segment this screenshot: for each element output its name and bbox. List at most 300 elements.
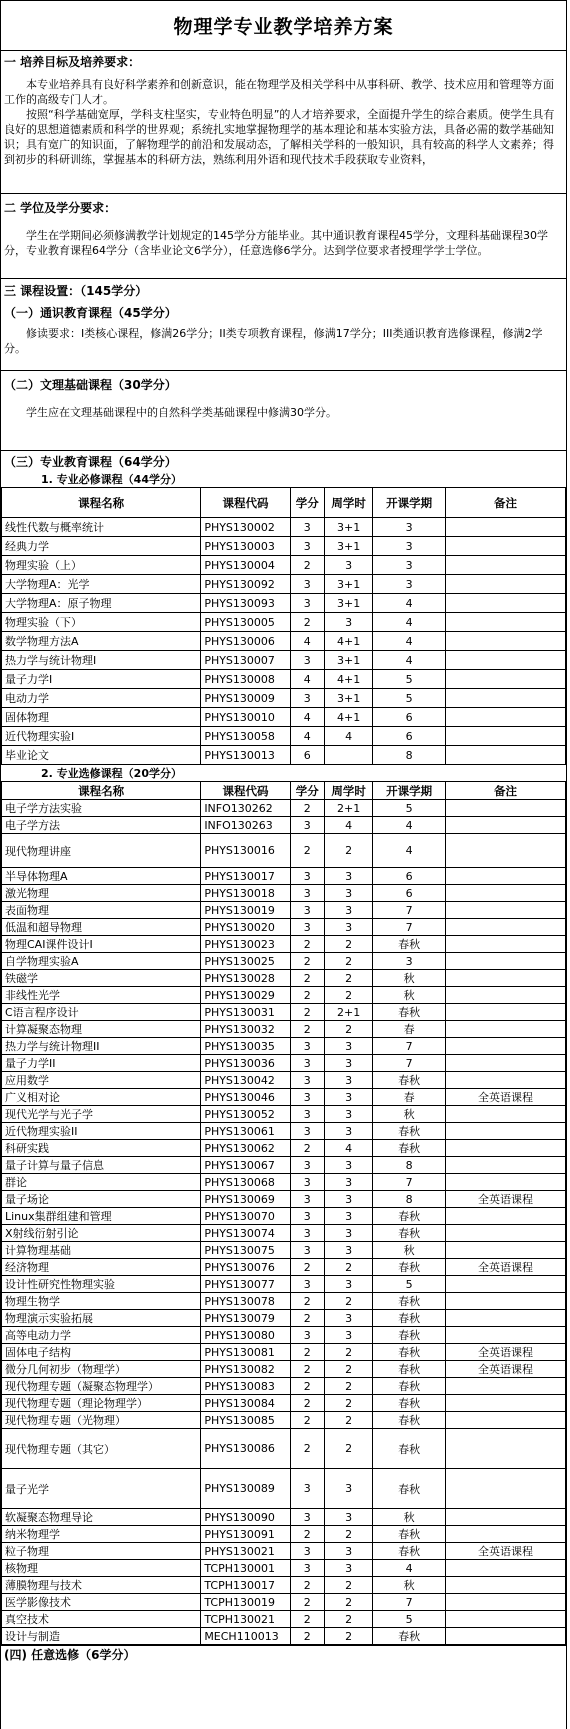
credits-cell: 4 bbox=[290, 708, 324, 727]
required-courses-table bbox=[1, 487, 566, 765]
remarks-cell: 全英语课程 bbox=[445, 1191, 565, 1208]
table-row bbox=[2, 518, 566, 537]
course-name-cell: 经济物理 bbox=[2, 1259, 201, 1276]
weekly-hours-cell: 3 bbox=[324, 885, 373, 902]
weekly-hours-cell: 2 bbox=[324, 834, 373, 868]
course-name-cell: 纳米物理学 bbox=[2, 1526, 201, 1543]
table-row bbox=[2, 1055, 566, 1072]
semester-cell: 春秋 bbox=[373, 1344, 445, 1361]
remarks-cell bbox=[445, 1378, 565, 1395]
course-code-cell: PHYS130007 bbox=[201, 651, 290, 670]
header-semester: 开课学期 bbox=[373, 782, 445, 800]
credits-cell: 2 bbox=[290, 970, 324, 987]
weekly-hours-cell: 3 bbox=[324, 1242, 373, 1259]
credits-cell: 2 bbox=[290, 987, 324, 1004]
required-courses-heading: 1. 专业必修课程（44学分） bbox=[41, 473, 182, 486]
semester-cell: 春秋 bbox=[373, 1412, 445, 1429]
remarks-cell bbox=[445, 1157, 565, 1174]
course-name-cell: 热力学与统计物理II bbox=[2, 1038, 201, 1055]
degree-paragraph: 学生在学期间必须修满教学计划规定的145学分方能毕业。其中通识教育课程45学分，文理科基础课程30学分，专业教育课程64学分（含毕业论文6学分），任意选修6学分。达到学位要求者授理学学士学位。 bbox=[4, 229, 548, 257]
course-name-cell: 现代物理专题（光物理） bbox=[2, 1412, 201, 1429]
course-code-cell: PHYS130062 bbox=[201, 1140, 290, 1157]
course-code-cell: PHYS130002 bbox=[201, 518, 290, 537]
foundation-requirement: 学生应在文理基础课程中的自然科学类基础课程中修满30学分。 bbox=[26, 406, 337, 419]
semester-cell: 春秋 bbox=[373, 1327, 445, 1344]
course-code-cell: PHYS130069 bbox=[201, 1191, 290, 1208]
section-heading-goals: 一 培养目标及培养要求： bbox=[1, 50, 566, 71]
remarks-cell bbox=[445, 987, 565, 1004]
course-name-cell: 现代物理讲座 bbox=[2, 834, 201, 868]
weekly-hours-cell: 2 bbox=[324, 1361, 373, 1378]
semester-cell: 5 bbox=[373, 670, 445, 689]
course-code-cell: PHYS130083 bbox=[201, 1378, 290, 1395]
semester-cell: 4 bbox=[373, 632, 445, 651]
table-row bbox=[2, 1469, 566, 1509]
semester-cell: 7 bbox=[373, 1055, 445, 1072]
remarks-cell bbox=[445, 953, 565, 970]
course-code-cell: PHYS130082 bbox=[201, 1361, 290, 1378]
remarks-cell bbox=[445, 1429, 565, 1469]
weekly-hours-cell: 3 bbox=[324, 1469, 373, 1509]
semester-cell: 8 bbox=[373, 1191, 445, 1208]
credits-cell: 3 bbox=[290, 1089, 324, 1106]
credits-cell: 2 bbox=[290, 1429, 324, 1469]
remarks-cell bbox=[445, 919, 565, 936]
free-elective-heading: (四) 任意选修（6学分） bbox=[1, 1645, 566, 1662]
course-code-cell: PHYS130019 bbox=[201, 902, 290, 919]
credits-cell: 3 bbox=[290, 689, 324, 708]
table-row bbox=[2, 1089, 566, 1106]
weekly-hours-cell: 3+1 bbox=[324, 594, 373, 613]
table-row bbox=[2, 868, 566, 885]
semester-cell: 春秋 bbox=[373, 1140, 445, 1157]
weekly-hours-cell: 2 bbox=[324, 1293, 373, 1310]
semester-cell: 3 bbox=[373, 556, 445, 575]
semester-cell: 秋 bbox=[373, 1509, 445, 1526]
remarks-cell bbox=[445, 1577, 565, 1594]
remarks-cell: 全英语课程 bbox=[445, 1259, 565, 1276]
course-code-cell: PHYS130089 bbox=[201, 1469, 290, 1509]
credits-cell: 2 bbox=[290, 1526, 324, 1543]
course-code-cell: PHYS130091 bbox=[201, 1526, 290, 1543]
course-code-cell: PHYS130021 bbox=[201, 1543, 290, 1560]
weekly-hours-cell: 3 bbox=[324, 1543, 373, 1560]
course-code-cell: MECH110013 bbox=[201, 1628, 290, 1645]
semester-cell: 4 bbox=[373, 651, 445, 670]
credits-cell: 3 bbox=[290, 1543, 324, 1560]
table-row bbox=[2, 1038, 566, 1055]
table-row bbox=[2, 1004, 566, 1021]
course-code-cell: PHYS130085 bbox=[201, 1412, 290, 1429]
remarks-cell bbox=[445, 556, 565, 575]
table-header-row bbox=[2, 782, 566, 800]
credits-cell: 3 bbox=[290, 885, 324, 902]
weekly-hours-cell: 3 bbox=[324, 1123, 373, 1140]
semester-cell: 春秋 bbox=[373, 1259, 445, 1276]
remarks-cell bbox=[445, 1628, 565, 1645]
credits-cell: 2 bbox=[290, 800, 324, 817]
weekly-hours-cell: 3 bbox=[324, 1055, 373, 1072]
table-row bbox=[2, 1543, 566, 1560]
table-row bbox=[2, 575, 566, 594]
table-row bbox=[2, 1344, 566, 1361]
table-row bbox=[2, 1412, 566, 1429]
semester-cell: 春秋 bbox=[373, 1072, 445, 1089]
weekly-hours-cell: 3+1 bbox=[324, 651, 373, 670]
course-code-cell: PHYS130005 bbox=[201, 613, 290, 632]
weekly-hours-cell: 3 bbox=[324, 1157, 373, 1174]
table-row bbox=[2, 613, 566, 632]
credits-cell: 3 bbox=[290, 1123, 324, 1140]
table-header-row bbox=[2, 488, 566, 518]
table-row bbox=[2, 708, 566, 727]
credits-cell: 3 bbox=[290, 1072, 324, 1089]
course-code-cell: TCPH130019 bbox=[201, 1594, 290, 1611]
semester-cell: 6 bbox=[373, 868, 445, 885]
semester-cell: 春秋 bbox=[373, 1526, 445, 1543]
table-row bbox=[2, 1157, 566, 1174]
semester-cell: 5 bbox=[373, 800, 445, 817]
remarks-cell bbox=[445, 1310, 565, 1327]
course-name-cell: 计算凝聚态物理 bbox=[2, 1021, 201, 1038]
course-code-cell: PHYS130086 bbox=[201, 1429, 290, 1469]
header-weekly-hours: 周学时 bbox=[324, 782, 373, 800]
semester-cell: 春秋 bbox=[373, 1123, 445, 1140]
remarks-cell bbox=[445, 817, 565, 834]
course-code-cell: PHYS130028 bbox=[201, 970, 290, 987]
course-name-cell: 设计与制造 bbox=[2, 1628, 201, 1645]
credits-cell: 3 bbox=[290, 1191, 324, 1208]
weekly-hours-cell: 3 bbox=[324, 1208, 373, 1225]
course-name-cell: 现代物理专题（凝聚态物理学） bbox=[2, 1378, 201, 1395]
course-name-cell: 半导体物理A bbox=[2, 868, 201, 885]
table-row bbox=[2, 817, 566, 834]
course-name-cell: 物理CAI课件设计I bbox=[2, 936, 201, 953]
course-code-cell: TCPH130017 bbox=[201, 1577, 290, 1594]
remarks-cell bbox=[445, 1038, 565, 1055]
weekly-hours-cell: 4 bbox=[324, 727, 373, 746]
table-row bbox=[2, 1123, 566, 1140]
semester-cell: 6 bbox=[373, 708, 445, 727]
course-name-cell: 广义相对论 bbox=[2, 1089, 201, 1106]
table-row bbox=[2, 1611, 566, 1628]
semester-cell: 4 bbox=[373, 817, 445, 834]
course-name-cell: 计算物理基础 bbox=[2, 1242, 201, 1259]
credits-cell: 2 bbox=[290, 834, 324, 868]
course-code-cell: PHYS130017 bbox=[201, 868, 290, 885]
course-code-cell: PHYS130023 bbox=[201, 936, 290, 953]
weekly-hours-cell: 3 bbox=[324, 1174, 373, 1191]
course-code-cell: PHYS130035 bbox=[201, 1038, 290, 1055]
course-name-cell: 低温和超导物理 bbox=[2, 919, 201, 936]
remarks-cell bbox=[445, 902, 565, 919]
weekly-hours-cell: 4+1 bbox=[324, 632, 373, 651]
course-code-cell: PHYS130058 bbox=[201, 727, 290, 746]
weekly-hours-cell: 2+1 bbox=[324, 800, 373, 817]
credits-cell: 3 bbox=[290, 1276, 324, 1293]
credits-cell: 3 bbox=[290, 1509, 324, 1526]
credits-cell: 3 bbox=[290, 518, 324, 537]
semester-cell: 5 bbox=[373, 689, 445, 708]
table-row bbox=[2, 1208, 566, 1225]
goals-paragraph-1: 本专业培养具有良好科学素养和创新意识，能在物理学及相关学科中从事科研、教学、技术应用和管理等方面工作的高级专门人才。 bbox=[4, 78, 554, 106]
major-heading: （三）专业教育课程（64学分） bbox=[1, 450, 566, 471]
remarks-cell bbox=[445, 689, 565, 708]
section-heading-courses: 三 课程设置：（145学分） bbox=[1, 278, 566, 302]
remarks-cell: 全英语课程 bbox=[445, 1543, 565, 1560]
weekly-hours-cell: 2 bbox=[324, 1628, 373, 1645]
foundation-heading: （二）文理基础课程（30学分） bbox=[1, 370, 566, 397]
course-name-cell: 现代物理专题（其它） bbox=[2, 1429, 201, 1469]
remarks-cell bbox=[445, 518, 565, 537]
course-code-cell: PHYS130076 bbox=[201, 1259, 290, 1276]
general-education-text bbox=[1, 322, 566, 370]
remarks-cell: 全英语课程 bbox=[445, 1344, 565, 1361]
semester-cell: 春秋 bbox=[373, 1361, 445, 1378]
table-row bbox=[2, 1594, 566, 1611]
weekly-hours-cell: 2 bbox=[324, 1577, 373, 1594]
semester-cell: 春 bbox=[373, 1021, 445, 1038]
course-name-cell: 大学物理A：原子物理 bbox=[2, 594, 201, 613]
header-course-name: 课程名称 bbox=[2, 488, 201, 518]
table-row bbox=[2, 1242, 566, 1259]
weekly-hours-cell: 3 bbox=[324, 1327, 373, 1344]
course-name-cell: 量子计算与量子信息 bbox=[2, 1157, 201, 1174]
weekly-hours-cell: 3 bbox=[324, 919, 373, 936]
table-row bbox=[2, 537, 566, 556]
remarks-cell: 全英语课程 bbox=[445, 1361, 565, 1378]
course-name-cell: 毕业论文 bbox=[2, 746, 201, 765]
table-row bbox=[2, 1395, 566, 1412]
semester-cell: 春秋 bbox=[373, 1469, 445, 1509]
header-credits: 学分 bbox=[290, 488, 324, 518]
semester-cell: 春秋 bbox=[373, 1628, 445, 1645]
course-name-cell: 近代物理实验I bbox=[2, 727, 201, 746]
course-code-cell: PHYS130010 bbox=[201, 708, 290, 727]
course-name-cell: 粒子物理 bbox=[2, 1543, 201, 1560]
header-credits: 学分 bbox=[290, 782, 324, 800]
page-title: 物理学专业教学培养方案 bbox=[1, 0, 566, 50]
remarks-cell bbox=[445, 1509, 565, 1526]
table-row bbox=[2, 919, 566, 936]
table-row bbox=[2, 1560, 566, 1577]
credits-cell: 3 bbox=[290, 594, 324, 613]
weekly-hours-cell: 4 bbox=[324, 817, 373, 834]
section-heading-degree: 二 学位及学分要求： bbox=[1, 193, 566, 220]
remarks-cell bbox=[445, 594, 565, 613]
weekly-hours-cell: 2 bbox=[324, 1259, 373, 1276]
table-row bbox=[2, 1577, 566, 1594]
weekly-hours-cell bbox=[324, 746, 373, 765]
credits-cell: 2 bbox=[290, 1344, 324, 1361]
course-code-cell: PHYS130008 bbox=[201, 670, 290, 689]
course-name-cell: 核物理 bbox=[2, 1560, 201, 1577]
weekly-hours-cell: 3 bbox=[324, 1310, 373, 1327]
table-row bbox=[2, 1310, 566, 1327]
remarks-cell bbox=[445, 1395, 565, 1412]
weekly-hours-cell: 3+1 bbox=[324, 575, 373, 594]
table-row bbox=[2, 1361, 566, 1378]
course-name-cell: 现代光学与光子学 bbox=[2, 1106, 201, 1123]
course-code-cell: PHYS130081 bbox=[201, 1344, 290, 1361]
table-row bbox=[2, 1140, 566, 1157]
weekly-hours-cell: 3 bbox=[324, 1089, 373, 1106]
semester-cell: 4 bbox=[373, 613, 445, 632]
course-name-cell: 电动力学 bbox=[2, 689, 201, 708]
semester-cell: 4 bbox=[373, 1560, 445, 1577]
course-name-cell: 量子场论 bbox=[2, 1191, 201, 1208]
credits-cell: 2 bbox=[290, 1310, 324, 1327]
credits-cell: 4 bbox=[290, 632, 324, 651]
semester-cell: 7 bbox=[373, 919, 445, 936]
weekly-hours-cell: 3 bbox=[324, 556, 373, 575]
credits-cell: 2 bbox=[290, 953, 324, 970]
table-row bbox=[2, 987, 566, 1004]
remarks-cell bbox=[445, 885, 565, 902]
header-remarks: 备注 bbox=[445, 488, 565, 518]
remarks-cell bbox=[445, 1055, 565, 1072]
credits-cell: 3 bbox=[290, 651, 324, 670]
table-row bbox=[2, 936, 566, 953]
weekly-hours-cell: 3 bbox=[324, 1191, 373, 1208]
semester-cell: 3 bbox=[373, 537, 445, 556]
table-row bbox=[2, 1021, 566, 1038]
semester-cell: 7 bbox=[373, 1038, 445, 1055]
elective-courses-table bbox=[1, 781, 566, 1645]
course-code-cell: PHYS130075 bbox=[201, 1242, 290, 1259]
elective-courses-heading: 2. 专业选修课程（20学分） bbox=[41, 767, 182, 780]
credits-cell: 3 bbox=[290, 1174, 324, 1191]
credits-cell: 3 bbox=[290, 1038, 324, 1055]
weekly-hours-cell: 3 bbox=[324, 1225, 373, 1242]
credits-cell: 3 bbox=[290, 1055, 324, 1072]
credits-cell: 2 bbox=[290, 1361, 324, 1378]
credits-cell: 3 bbox=[290, 1242, 324, 1259]
course-name-cell: 物理实验（下） bbox=[2, 613, 201, 632]
weekly-hours-cell: 2 bbox=[324, 1395, 373, 1412]
weekly-hours-cell: 2 bbox=[324, 1412, 373, 1429]
table-row bbox=[2, 885, 566, 902]
remarks-cell bbox=[445, 613, 565, 632]
semester-cell: 春秋 bbox=[373, 1225, 445, 1242]
credits-cell: 2 bbox=[290, 1395, 324, 1412]
remarks-cell bbox=[445, 1021, 565, 1038]
course-name-cell: C语言程序设计 bbox=[2, 1004, 201, 1021]
course-name-cell: 物理实验（上） bbox=[2, 556, 201, 575]
semester-cell: 秋 bbox=[373, 1106, 445, 1123]
course-code-cell: TCPH130001 bbox=[201, 1560, 290, 1577]
course-name-cell: 微分几何初步（物理学） bbox=[2, 1361, 201, 1378]
course-name-cell: 群论 bbox=[2, 1174, 201, 1191]
course-name-cell: Linux集群组建和管理 bbox=[2, 1208, 201, 1225]
weekly-hours-cell: 2 bbox=[324, 1526, 373, 1543]
course-name-cell: 量子力学II bbox=[2, 1055, 201, 1072]
credits-cell: 3 bbox=[290, 868, 324, 885]
table-row bbox=[2, 594, 566, 613]
course-name-cell: 固体电子结构 bbox=[2, 1344, 201, 1361]
course-code-cell: PHYS130042 bbox=[201, 1072, 290, 1089]
semester-cell: 6 bbox=[373, 727, 445, 746]
remarks-cell bbox=[445, 670, 565, 689]
weekly-hours-cell: 3 bbox=[324, 1072, 373, 1089]
remarks-cell bbox=[445, 575, 565, 594]
course-name-cell: 表面物理 bbox=[2, 902, 201, 919]
course-code-cell: PHYS130090 bbox=[201, 1509, 290, 1526]
course-name-cell: 固体物理 bbox=[2, 708, 201, 727]
general-education-heading: （一）通识教育课程（45学分） bbox=[4, 305, 177, 320]
table-row bbox=[2, 1509, 566, 1526]
semester-cell: 秋 bbox=[373, 1242, 445, 1259]
course-code-cell: PHYS130006 bbox=[201, 632, 290, 651]
weekly-hours-cell: 2 bbox=[324, 936, 373, 953]
credits-cell: 3 bbox=[290, 575, 324, 594]
table-row bbox=[2, 1259, 566, 1276]
header-course-name: 课程名称 bbox=[2, 782, 201, 800]
course-name-cell: 近代物理实验II bbox=[2, 1123, 201, 1140]
credits-cell: 3 bbox=[290, 1560, 324, 1577]
credits-cell: 3 bbox=[290, 1208, 324, 1225]
weekly-hours-cell: 3 bbox=[324, 1106, 373, 1123]
course-code-cell: PHYS130093 bbox=[201, 594, 290, 613]
semester-cell: 4 bbox=[373, 594, 445, 613]
table-row bbox=[2, 670, 566, 689]
remarks-cell bbox=[445, 1242, 565, 1259]
table-row bbox=[2, 689, 566, 708]
weekly-hours-cell: 3+1 bbox=[324, 518, 373, 537]
semester-cell: 春 bbox=[373, 1089, 445, 1106]
semester-cell: 8 bbox=[373, 1157, 445, 1174]
table-row bbox=[2, 953, 566, 970]
remarks-cell bbox=[445, 936, 565, 953]
semester-cell: 春秋 bbox=[373, 1208, 445, 1225]
table-row bbox=[2, 970, 566, 987]
course-name-cell: X射线衍射引论 bbox=[2, 1225, 201, 1242]
general-education-requirement: 修读要求：I类核心课程，修满26学分；II类专项教育课程，修满17学分；III类通识教育选修课程，修满2学分。 bbox=[4, 327, 543, 355]
course-code-cell: PHYS130046 bbox=[201, 1089, 290, 1106]
weekly-hours-cell: 4+1 bbox=[324, 708, 373, 727]
remarks-cell bbox=[445, 708, 565, 727]
table-row bbox=[2, 727, 566, 746]
table-row bbox=[2, 1429, 566, 1469]
semester-cell: 5 bbox=[373, 1276, 445, 1293]
course-name-cell: 真空技术 bbox=[2, 1611, 201, 1628]
header-weekly-hours: 周学时 bbox=[324, 488, 373, 518]
semester-cell: 7 bbox=[373, 1174, 445, 1191]
course-name-cell: 电子学方法 bbox=[2, 817, 201, 834]
course-name-cell: 设计性研究性物理实验 bbox=[2, 1276, 201, 1293]
semester-cell: 秋 bbox=[373, 970, 445, 987]
table-row bbox=[2, 556, 566, 575]
table-row bbox=[2, 902, 566, 919]
remarks-cell bbox=[445, 1140, 565, 1157]
credits-cell: 2 bbox=[290, 1140, 324, 1157]
elective-courses-body bbox=[2, 800, 566, 1645]
credits-cell: 2 bbox=[290, 1628, 324, 1645]
course-name-cell: 线性代数与概率统计 bbox=[2, 518, 201, 537]
table-row bbox=[2, 1526, 566, 1543]
header-remarks: 备注 bbox=[445, 782, 565, 800]
course-name-cell: 软凝聚态物理导论 bbox=[2, 1509, 201, 1526]
course-code-cell: PHYS130068 bbox=[201, 1174, 290, 1191]
course-code-cell: PHYS130004 bbox=[201, 556, 290, 575]
course-name-cell: 薄膜物理与技术 bbox=[2, 1577, 201, 1594]
weekly-hours-cell: 2 bbox=[324, 1378, 373, 1395]
weekly-hours-cell: 2 bbox=[324, 953, 373, 970]
course-name-cell: 大学物理A：光学 bbox=[2, 575, 201, 594]
weekly-hours-cell: 3 bbox=[324, 902, 373, 919]
semester-cell: 8 bbox=[373, 746, 445, 765]
remarks-cell bbox=[445, 746, 565, 765]
